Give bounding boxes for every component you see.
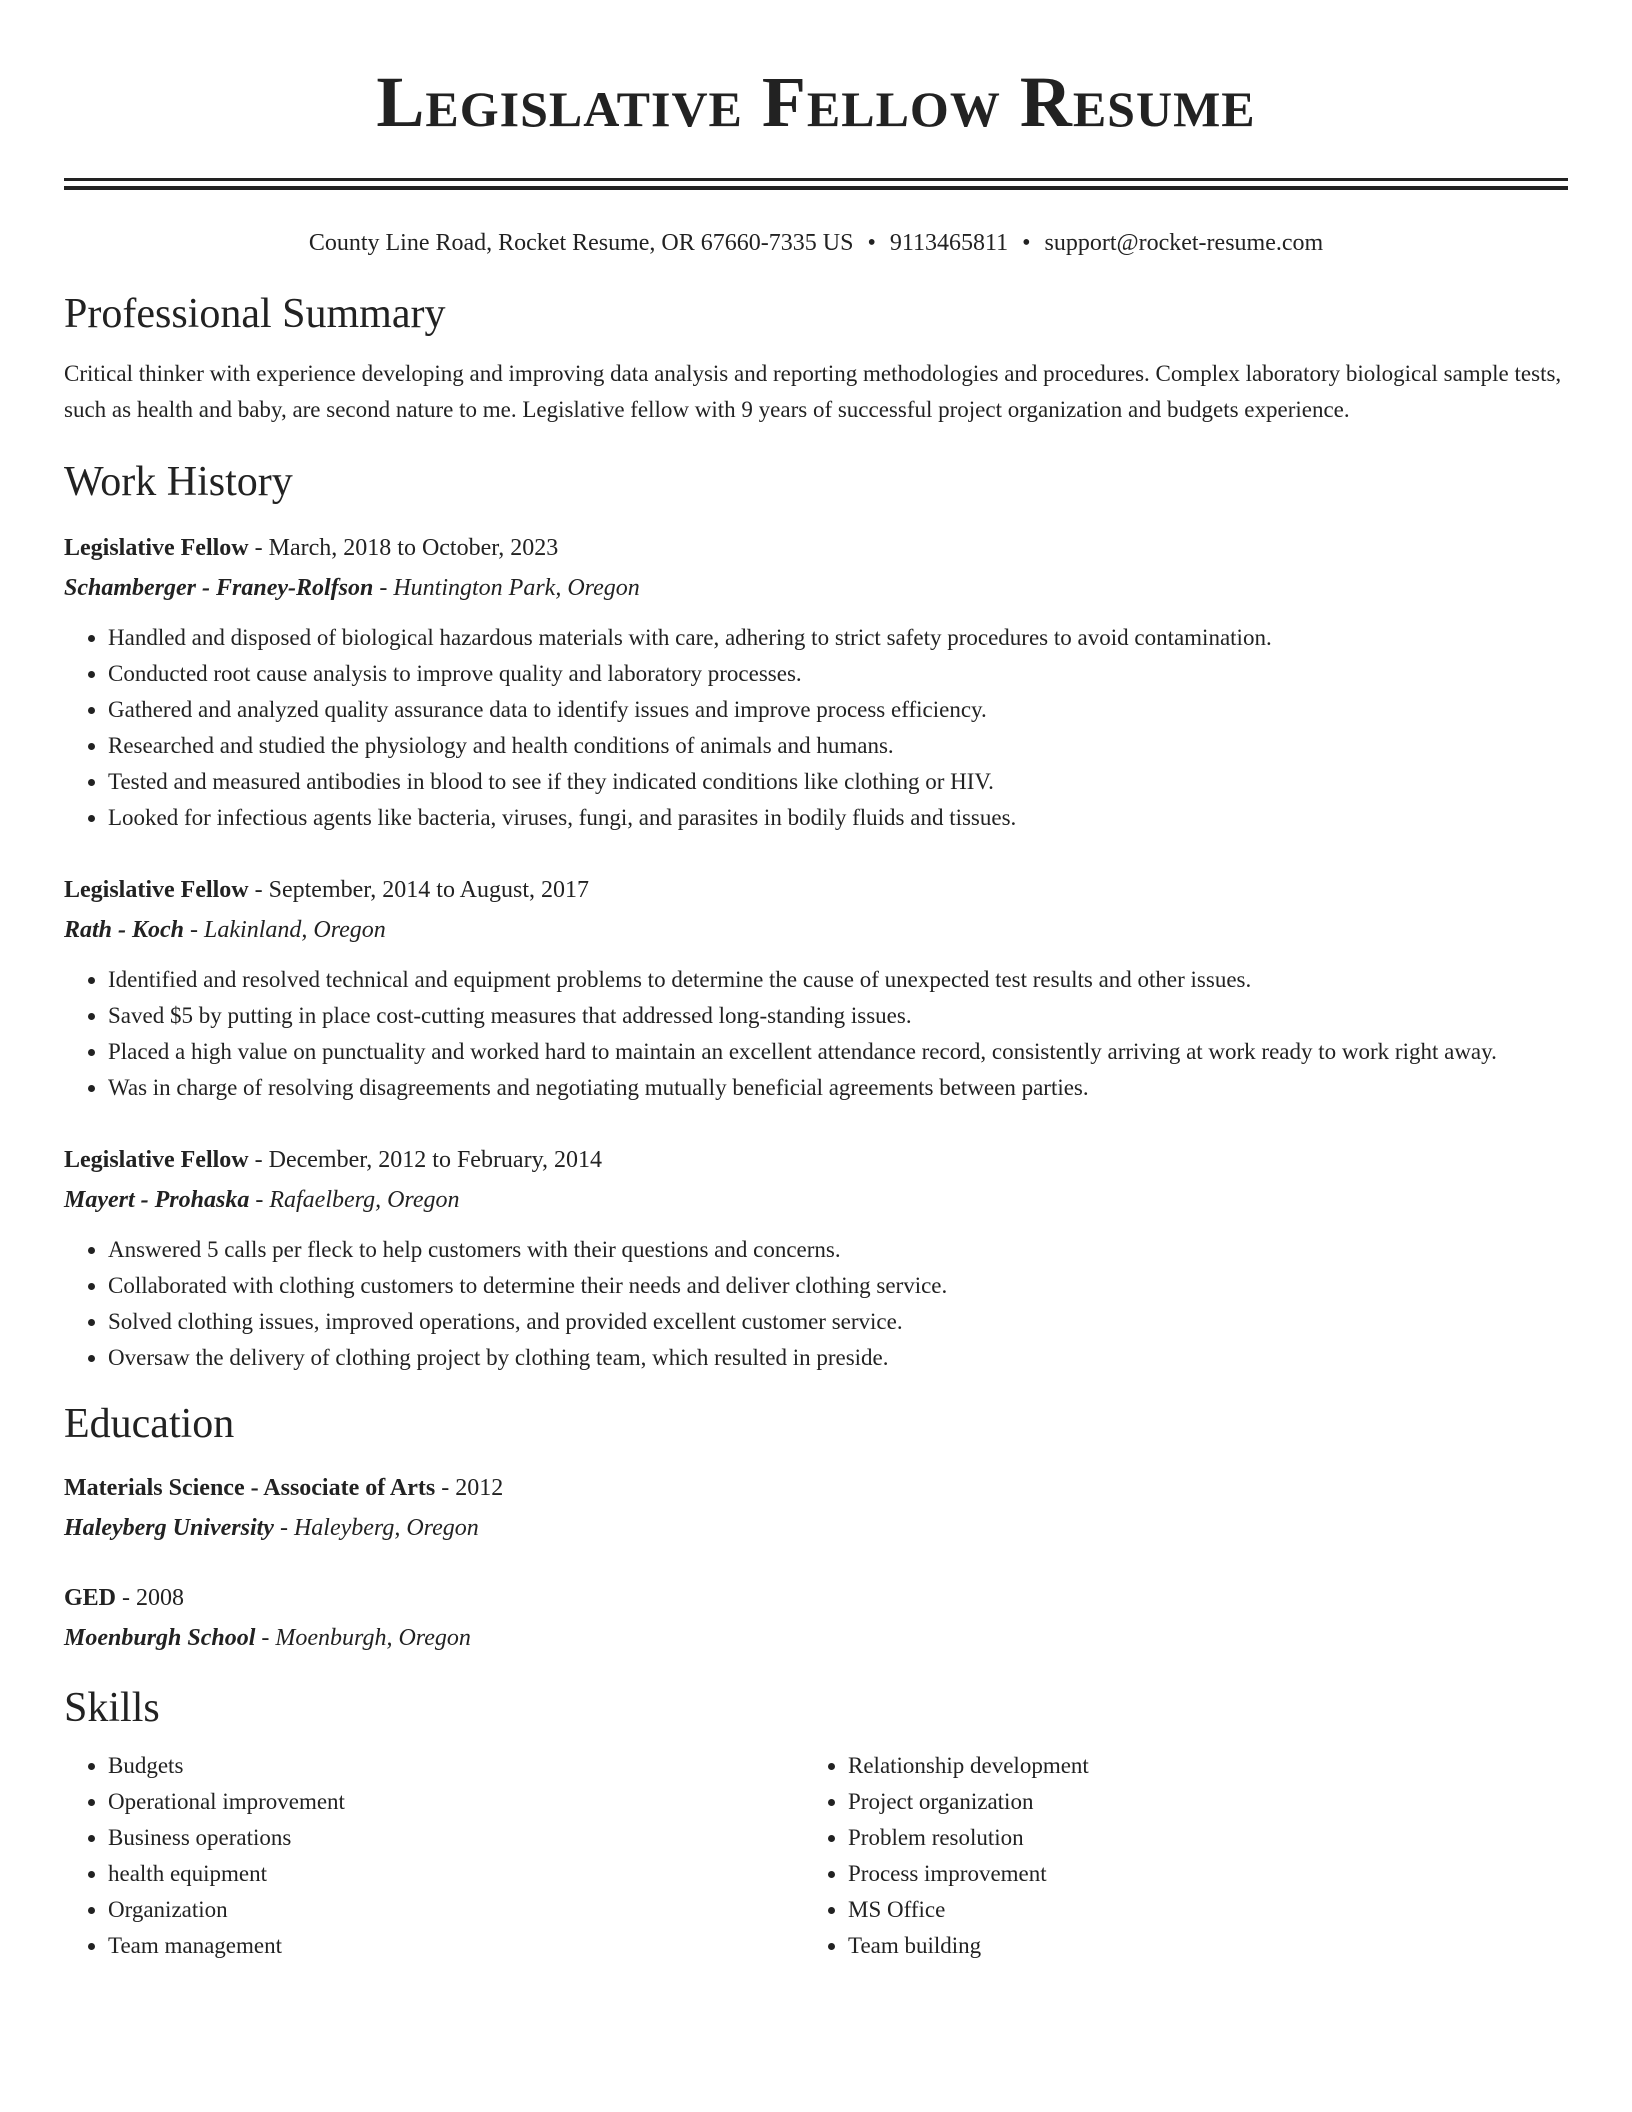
contact-phone: 9113465811 [889,230,1009,256]
job-dates: - September, 2014 to August, 2017 [248,877,589,903]
job-bullet: • Collaborated with clothing customers to determine their needs and deliver clothing service. [108,1268,1568,1304]
job-company: Mayert - Prohaska [64,1187,250,1213]
contact-email: support@rocket-resume.com [1044,230,1324,256]
job-bullets [64,1232,1568,1376]
skill-item: • Business operations [108,1820,804,1856]
job-bullet: • Tested and measured antibodies in blood to see if they indicated conditions like clothing or HIV. [108,764,1568,800]
resume-title: Legislative Fellow Resume [376,62,1256,142]
job-bullet: • Solved clothing issues, improved operations, and provided excellent customer service. [108,1304,1568,1340]
school-line [64,1618,1568,1658]
section-heading-education: Education [64,1401,235,1447]
job-entry [64,870,1568,1106]
contact-address: County Line Road, Rocket Resume, OR 67660-7335 US [308,230,854,256]
work-history-section [64,456,1568,1376]
education-entry [64,1578,1568,1658]
job-title: Legislative Fellow [64,535,249,561]
contact-line [64,228,1568,258]
job-company-line [64,568,1568,608]
section-heading-work: Work History [64,459,293,505]
skills-columns [64,1748,1568,1964]
skill-item: • Process improvement [848,1856,1564,1892]
skill-item: • Organization [108,1892,804,1928]
section-heading-skills: Skills [64,1685,160,1731]
contact-separator: • [1022,230,1031,256]
job-bullet: • Conducted root cause analysis to improve quality and laboratory processes. [108,656,1568,692]
job-bullet: • Oversaw the delivery of clothing project by clothing team, which resulted in preside. [108,1340,1568,1376]
job-entry [64,528,1568,836]
degree-year: - 2008 [116,1585,185,1611]
skill-item: • Budgets [108,1748,804,1784]
job-bullet: • Researched and studied the physiology and health conditions of animals and humans. [108,728,1568,764]
job-company-line [64,910,1568,950]
skill-item: • Operational improvement [108,1784,804,1820]
school-line [64,1508,1568,1548]
job-entry [64,1140,1568,1376]
job-company: Rath - Koch [64,917,185,943]
school-name: Haleyberg University [64,1515,274,1541]
education-entry [64,1468,1568,1548]
job-bullet: • Saved $5 by putting in place cost-cutting measures that addressed long-standing issues. [108,998,1568,1034]
job-bullet: • Handled and disposed of biological hazardous materials with care, adhering to strict safety procedures to avoid contamination. [108,620,1568,656]
job-bullet: • Answered 5 calls per fleck to help customers with their questions and concerns. [108,1232,1568,1268]
job-bullet: • Identified and resolved technical and equipment problems to determine the cause of unexpected test results and other issues. [108,962,1568,998]
title-double-rule [64,178,1568,190]
contact-separator: • [867,230,876,256]
section-heading-summary: Professional Summary [64,291,446,337]
job-company-line [64,1180,1568,1220]
job-location: - Huntington Park, Oregon [373,575,640,601]
skills-column-left [64,1748,804,1964]
job-bullet: • Gathered and analyzed quality assurance data to identify issues and improve process efficiency. [108,692,1568,728]
job-title-line [64,528,1568,568]
job-bullets [64,620,1568,836]
skill-item: • Team building [848,1928,1564,1964]
job-location: - Lakinland, Oregon [184,917,386,943]
job-title: Legislative Fellow [64,877,249,903]
job-dates: - March, 2018 to October, 2023 [248,535,559,561]
degree-line [64,1468,1568,1508]
skills-section [64,1682,1568,1964]
job-bullets [64,962,1568,1106]
job-dates: - December, 2012 to February, 2014 [248,1147,603,1173]
job-title-line [64,1140,1568,1180]
degree: GED [64,1585,117,1611]
skill-item: • Relationship development [848,1748,1564,1784]
job-location: - Rafaelberg, Oregon [249,1187,460,1213]
job-bullet: • Was in charge of resolving disagreements and negotiating mutually beneficial agreements between parties. [108,1070,1568,1106]
degree: Materials Science - Associate of Arts [64,1475,436,1501]
skill-item: • Project organization [848,1784,1564,1820]
skills-column-right [804,1748,1564,1964]
school-location: - Haleyberg, Oregon [273,1515,479,1541]
school-location: - Moenburgh, Oregon [255,1625,471,1651]
job-company: Schamberger - Franey-Rolfson [64,575,374,601]
job-bullet: • Placed a high value on punctuality and worked hard to maintain an excellent attendance record, consistently arriving at work ready to work right away. [108,1034,1568,1070]
job-title: Legislative Fellow [64,1147,249,1173]
job-title-line [64,870,1568,910]
school-name: Moenburgh School [64,1625,256,1651]
skill-item: • Team management [108,1928,804,1964]
summary-text: Critical thinker with experience developing and improving data analysis and reporting methodologies and procedures. Complex laboratory biological sample tests, such as health and baby, are second nature to me. Legislative fellow with 9 years of successful project organization and budgets experience. [64,361,1562,422]
professional-summary-section [64,288,1568,428]
job-bullet: • Looked for infectious agents like bacteria, viruses, fungi, and parasites in bodily fluids and tissues. [108,800,1568,836]
skill-item: • health equipment [108,1856,804,1892]
skill-item: • Problem resolution [848,1820,1564,1856]
skill-item: • MS Office [848,1892,1564,1928]
degree-year: - 2012 [435,1475,504,1501]
education-section [64,1398,1568,1658]
degree-line [64,1578,1568,1618]
